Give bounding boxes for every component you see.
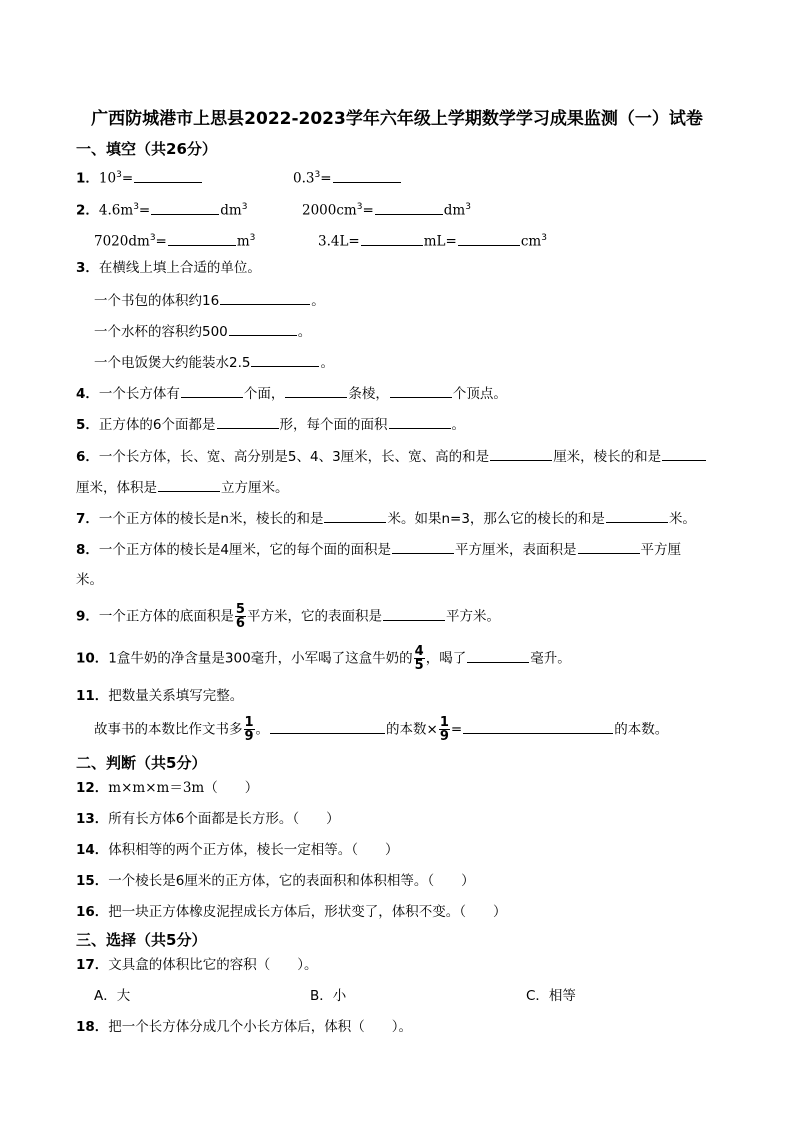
answer-blank[interactable] (383, 606, 445, 621)
question-1: 1．$10^3=$ (76, 165, 203, 189)
question-1b: $0.3^3=$ (293, 165, 402, 189)
question-16: 16．把一块正方体橡皮泥捏成长方体后，形状变了，体积不变。（ ） (76, 904, 507, 920)
section-fill-in: 一、填空（共26分） (76, 140, 217, 158)
question-4: 4．一个长方体有 个面， 条棱， 个顶点。 (76, 383, 507, 404)
answer-blank[interactable] (151, 200, 219, 215)
question-8: 8．一个正方体的棱长是4厘米，它的每个面的面积是 平方厘米，表面积是 平方厘 (76, 539, 681, 560)
answer-blank[interactable] (578, 539, 640, 554)
section-judge: 二、判断（共5分） (76, 754, 207, 772)
option-17b[interactable]: B．小 (310, 988, 347, 1004)
answer-blank[interactable] (181, 383, 243, 398)
answer-blank[interactable] (270, 719, 385, 734)
question-3: 3．在横线上填上合适的单位。 (76, 260, 261, 276)
question-12: 12．m×m×m＝3m（ ） (76, 780, 259, 796)
answer-blank[interactable] (220, 290, 310, 305)
fraction: $\frac{4}{5}$ (414, 644, 424, 673)
question-3c: 一个电饭煲大约能装水2.5 。 (94, 352, 334, 373)
fraction: $\frac{5}{6}$ (235, 602, 245, 631)
question-10: 10．1盒牛奶的净含量是300毫升，小军喝了这盒牛奶的 $\frac{4}{5}$ ，喝了 毫升。 (76, 644, 571, 673)
question-6: 6．一个长方体，长、宽、高分别是5、4、3厘米，长、宽、高的和是 厘米，棱长的和是 (76, 446, 707, 467)
question-14: 14．体积相等的两个正方体，棱长一定相等。（ ） (76, 842, 399, 858)
question-3b: 一个水杯的容积约500 。 (94, 321, 311, 342)
answer-blank[interactable] (467, 648, 529, 663)
answer-blank[interactable] (229, 321, 297, 336)
question-2d: $3.4L= mL= cm^3$ (318, 228, 547, 252)
question-18: 18．把一个长方体分成几个小长方体后，体积（ ）。 (76, 1019, 413, 1035)
answer-blank[interactable] (134, 168, 202, 183)
answer-blank[interactable] (662, 446, 706, 461)
answer-blank[interactable] (217, 414, 279, 429)
answer-blank[interactable] (168, 231, 236, 246)
answer-blank[interactable] (285, 383, 347, 398)
page-title: 广西防城港市上思县2022-2023学年六年级上学期数学学习成果监测（一）试卷 (91, 109, 703, 129)
question-11a: 故事书的本数比作文书多 $\frac{1}{9}$ 。 的本数× $\frac{1}{9}$ = 的本数。 (94, 715, 669, 744)
question-8-cont: 米。 (76, 572, 103, 588)
question-6-cont: 厘米，体积是 立方厘米。 (76, 477, 289, 498)
answer-blank[interactable] (361, 231, 423, 246)
option-17a[interactable]: A．大 (94, 988, 131, 1004)
answer-blank[interactable] (463, 719, 613, 734)
fraction: $\frac{1}{9}$ (244, 715, 254, 744)
answer-blank[interactable] (158, 477, 220, 492)
question-11: 11．把数量关系填写完整。 (76, 688, 244, 704)
question-9: 9．一个正方体的底面积是 $\frac{5}{6}$ 平方米，它的表面积是 平方米。 (76, 602, 500, 631)
answer-blank[interactable] (333, 168, 401, 183)
option-17c[interactable]: C．相等 (526, 988, 576, 1004)
answer-blank[interactable] (390, 383, 452, 398)
answer-blank[interactable] (251, 352, 319, 367)
question-15: 15．一个棱长是6厘米的正方体，它的表面积和体积相等。（ ） (76, 873, 475, 889)
question-5: 5．正方体的6个面都是 形，每个面的面积 。 (76, 414, 465, 435)
answer-blank[interactable] (324, 508, 386, 523)
question-3a: 一个书包的体积约16 。 (94, 290, 325, 311)
question-17: 17．文具盒的体积比它的容积（ ）。 (76, 957, 318, 973)
answer-blank[interactable] (375, 200, 443, 215)
answer-blank[interactable] (392, 539, 454, 554)
question-2c: $7020dm^3= m^3$ (94, 228, 255, 252)
answer-blank[interactable] (458, 231, 520, 246)
question-7: 7．一个正方体的棱长是n米，棱长的和是 米。如果n=3，那么它的棱长的和是 米。 (76, 508, 696, 529)
question-2b: $2000cm^3= dm^3$ (302, 197, 471, 221)
question-13: 13．所有长方体6个面都是长方形。（ ） (76, 811, 340, 827)
section-choice: 三、选择（共5分） (76, 931, 207, 949)
answer-blank[interactable] (490, 446, 552, 461)
question-2: 2．$4.6m^3= dm^3$ (76, 197, 247, 221)
answer-blank[interactable] (606, 508, 668, 523)
fraction: $\frac{1}{9}$ (439, 715, 449, 744)
answer-blank[interactable] (389, 414, 451, 429)
